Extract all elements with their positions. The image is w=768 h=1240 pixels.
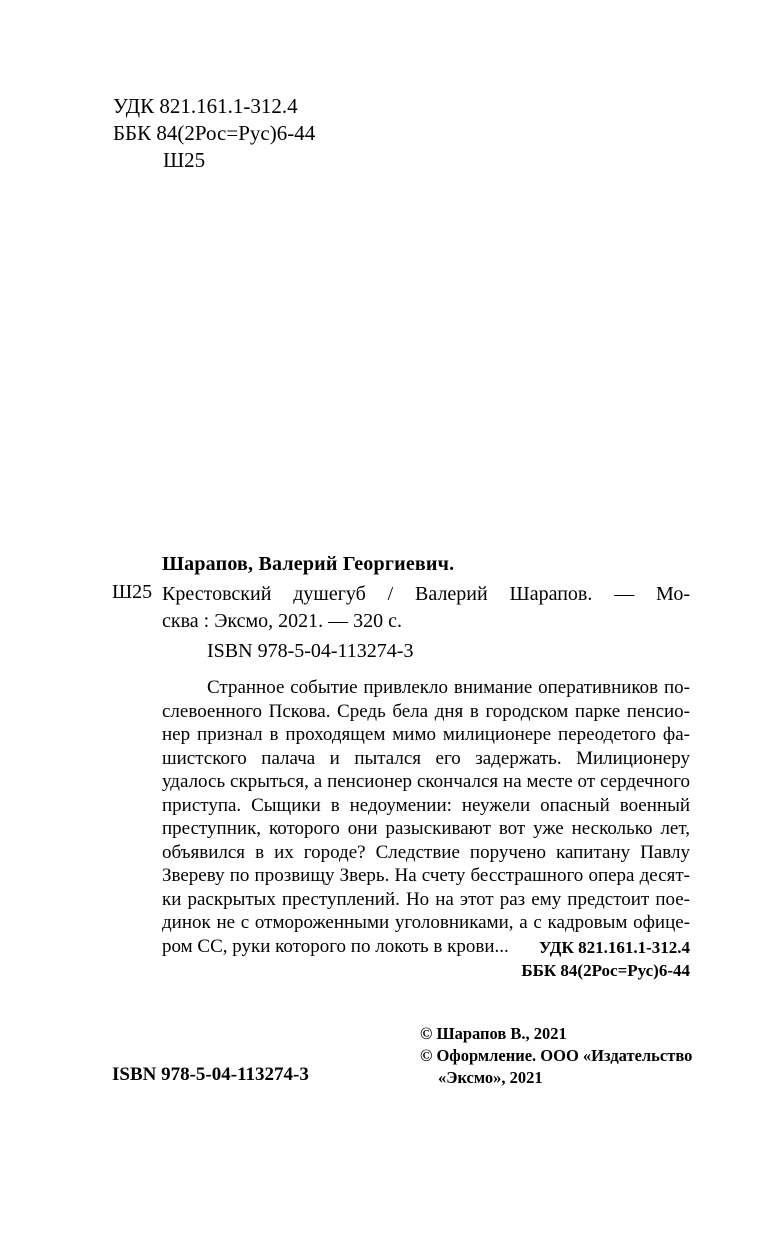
author-heading: Шарапов, Валерий Георгиевич. bbox=[162, 553, 455, 575]
bib-line-1: Крестовский душегуб / Валерий Шарапов. — Мо- bbox=[162, 583, 690, 605]
annotation-line: приступа. Сыщики в недоумении: неужели опасный военный bbox=[162, 794, 690, 816]
isbn-footer: ISBN 978-5-04-113274-3 bbox=[112, 1064, 309, 1085]
copyright-design: © Оформление. ООО «Издательство bbox=[420, 1046, 693, 1065]
bbk-code-bottom: ББК 84(2Рос=Рус)6-44 bbox=[521, 961, 690, 980]
annotation-line: объявился в их городе? Следствие поручено капитану Павлу bbox=[162, 841, 690, 863]
copyright-design-cont: «Эксмо», 2021 bbox=[438, 1068, 543, 1087]
annotation-line: динок не с отмороженными уголовниками, а с кадровым офице- bbox=[162, 912, 690, 933]
annotation bbox=[162, 676, 690, 958]
annotation-line: ром СС, руки которого по локоть в крови... bbox=[162, 935, 509, 957]
copyright-block bbox=[420, 1023, 692, 1089]
annotation-line: преступник, которого они разыскивают вот уже несколько лет, bbox=[162, 818, 690, 839]
bbk-code: ББК 84(2Рос=Рус)6-44 bbox=[113, 121, 316, 145]
bib-line-2: сква : Эксмо, 2021. — 320 с. bbox=[162, 610, 403, 632]
classification-codes bbox=[380, 936, 690, 982]
copyright-author: © Шарапов В., 2021 bbox=[420, 1024, 567, 1043]
annotation-line: шистского палача и пытался его задержать. Милиционеру bbox=[162, 747, 690, 769]
annotation-line: удалось скрыться, а пенсионер скончался на месте от сердечного bbox=[162, 771, 690, 792]
author-sign-margin: Ш25 bbox=[112, 581, 153, 603]
annotation-line: нер признал в проходящем мимо милиционере переодетого фа- bbox=[162, 724, 690, 745]
isbn-bibliographic: ISBN 978-5-04-113274-3 bbox=[207, 640, 414, 662]
annotation-line: Странное событие привлекло внимание оперативников по- bbox=[207, 677, 690, 698]
annotation-line: Звереву по прозвищу Зверь. На счету бесстрашного опера десят- bbox=[162, 865, 690, 886]
header-codes bbox=[113, 93, 315, 174]
annotation-line: слевоенного Пскова. Средь бела дня в городском парке пенсио- bbox=[162, 700, 690, 722]
author-sign: Ш25 bbox=[163, 148, 206, 172]
bibliographic-description bbox=[162, 581, 690, 635]
udk-code-bottom: УДК 821.161.1-312.4 bbox=[539, 938, 690, 957]
annotation-line: ки раскрытых преступлений. Но на этот раз ему предстоит пое- bbox=[162, 888, 690, 910]
udk-code: УДК 821.161.1-312.4 bbox=[113, 94, 298, 118]
